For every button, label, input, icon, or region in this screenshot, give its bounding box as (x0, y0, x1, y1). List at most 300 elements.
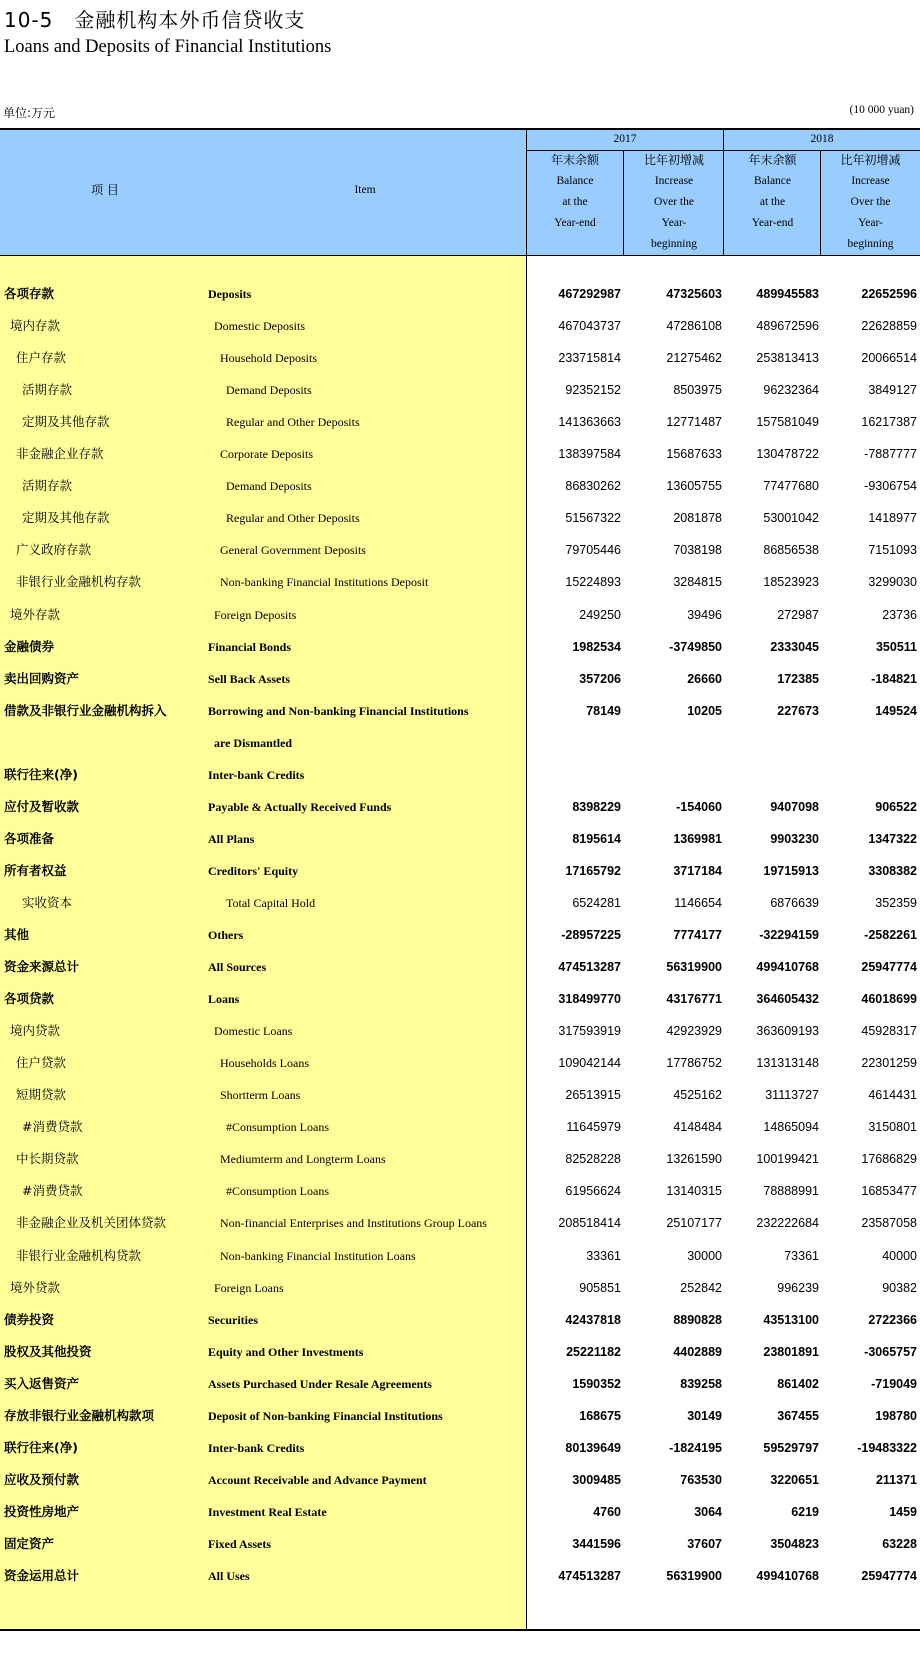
row-label-en: Non-financial Enterprises and Institutions Group Loans (220, 1216, 487, 1231)
header-item-cn: 项 目 (91, 183, 119, 197)
table-row (0, 1272, 920, 1304)
table-row (0, 1432, 920, 1464)
value-2017-balance: 4760 (593, 1504, 621, 1519)
value-2017-increase: 56319900 (666, 1569, 722, 1583)
row-label-en: Assets Purchased Under Resale Agreements (208, 1376, 432, 1391)
year-divider-rule (723, 128, 724, 256)
value-2018-increase: 16217387 (861, 415, 917, 430)
row-label-cn: 广义政府存款 (16, 542, 92, 558)
row-label-cn: 各项贷款 (4, 991, 55, 1007)
value-2017-increase: 7038198 (673, 543, 722, 558)
row-label-cn: 实收资本 (22, 894, 73, 910)
value-2018-balance: 489672596 (756, 319, 819, 334)
row-label-en: Foreign Deposits (214, 607, 297, 622)
value-2018-balance: 96232364 (763, 383, 819, 398)
value-2018-increase: 906522 (875, 799, 917, 814)
value-2017-balance: 92352152 (565, 383, 621, 398)
value-2017-increase: -1824195 (669, 1440, 722, 1455)
header-2017-increase-en-3: Year- (661, 217, 687, 229)
table-row (0, 1240, 920, 1272)
value-2017-balance: 467292987 (558, 287, 621, 301)
row-label-en: Inter-bank Credits (208, 767, 305, 782)
row-label-cn: 定期及其他存款 (22, 510, 110, 526)
value-2018-increase: -184821 (871, 671, 917, 686)
row-label-en: Fixed Assets (208, 1536, 271, 1551)
header-2017-increase-en-4: beginning (651, 238, 697, 250)
value-2017-balance: 33361 (586, 1248, 621, 1263)
table-row (0, 951, 920, 983)
value-2017-increase: 1369981 (673, 831, 722, 846)
table-row (0, 823, 920, 855)
value-2018-balance: 996239 (777, 1280, 819, 1295)
value-2017-increase: 56319900 (666, 960, 722, 975)
value-2017-increase: 13605755 (666, 479, 722, 494)
row-label-en: Non-banking Financial Institutions Deposit (220, 575, 429, 590)
table-row (0, 663, 920, 695)
value-2018-balance: 3220651 (770, 1472, 819, 1487)
row-label-en: Financial Bonds (208, 639, 292, 654)
value-2018-increase: 2722366 (868, 1312, 917, 1327)
row-label-en: General Government Deposits (220, 543, 366, 558)
value-2017-balance: 208518414 (558, 1216, 621, 1231)
value-2017-balance: 86830262 (565, 479, 621, 494)
value-2017-increase: 4525162 (673, 1088, 722, 1103)
row-label-en: Payable & Actually Received Funds (208, 799, 392, 814)
row-label-en: #Consumption Loans (226, 1184, 330, 1199)
value-2018-balance: 861402 (777, 1376, 819, 1391)
value-2017-balance: 8195614 (572, 831, 621, 846)
table-row (0, 1464, 920, 1496)
row-label-cn: 境内存款 (10, 318, 61, 334)
value-2018-balance: -32294159 (759, 928, 819, 942)
value-2018-increase: -2582261 (864, 928, 917, 942)
value-2018-increase: 1459 (889, 1504, 917, 1519)
table-row (0, 599, 920, 631)
row-label-en: #Consumption Loans (226, 1120, 330, 1135)
value-2017-balance: 3009485 (572, 1472, 621, 1487)
value-2018-balance: 23801891 (763, 1344, 819, 1359)
row-label-en: Foreign Loans (214, 1280, 284, 1295)
value-2017-increase: 17786752 (666, 1056, 722, 1071)
table-row (0, 887, 920, 919)
value-2018-balance: 18523923 (763, 575, 819, 590)
value-2018-balance: 499410768 (756, 1569, 819, 1583)
value-2018-increase: 7151093 (868, 543, 917, 558)
value-2017-increase: 252842 (680, 1280, 722, 1295)
value-2017-balance: 8398229 (572, 799, 621, 814)
unit-label-english: (10 000 yuan) (849, 104, 914, 116)
value-2017-increase: 8503975 (673, 383, 722, 398)
value-2018-increase: 23736 (882, 607, 917, 622)
page-title-english: Loans and Deposits of Financial Institutions (4, 37, 332, 57)
header-item-en: Item (354, 184, 376, 196)
value-2017-increase: 8890828 (673, 1312, 722, 1327)
row-label-cn: 债券投资 (4, 1311, 55, 1327)
row-label-cn: 联行往来(净) (4, 766, 78, 782)
row-label-cn: 非金融企业及机关团体贷款 (16, 1215, 167, 1231)
row-label-cn: 非银行业金融机构存款 (16, 574, 142, 590)
header-2017-balance-en-3: Year-end (554, 217, 596, 229)
value-2018-balance: 3504823 (770, 1536, 819, 1551)
header-2018-increase-en-1: Increase (851, 175, 890, 187)
value-2017-increase: 21275462 (666, 351, 722, 366)
row-label-cn: 资金来源总计 (4, 959, 80, 975)
col-divider-2018 (820, 150, 821, 256)
value-2017-balance: 78149 (586, 703, 621, 718)
value-2018-increase: -719049 (871, 1376, 917, 1391)
row-label-en: Deposit of Non-banking Financial Institutions (208, 1408, 443, 1423)
row-label-en: Securities (208, 1312, 258, 1327)
value-2018-increase: 22301259 (861, 1056, 917, 1071)
row-label-en: Deposits (208, 287, 252, 301)
value-2018-increase: 25947774 (861, 1569, 917, 1583)
row-label-en: Mediumterm and Longterm Loans (220, 1152, 386, 1167)
value-2018-balance: 43513100 (763, 1312, 819, 1327)
table-row (0, 1336, 920, 1368)
row-label-cn: 活期存款 (22, 478, 73, 494)
value-2017-increase: 839258 (680, 1376, 722, 1391)
table-row (0, 374, 920, 406)
value-2018-balance: 232222684 (756, 1216, 819, 1231)
value-2017-balance: 6524281 (572, 895, 621, 910)
value-2017-balance: 1590352 (572, 1376, 621, 1391)
value-2017-increase: 7774177 (673, 928, 722, 942)
value-2017-balance: 11645979 (566, 1120, 621, 1135)
table-row (0, 983, 920, 1015)
row-label-en: Loans (208, 992, 240, 1007)
header-2018-increase-cn: 比年初增减 (840, 153, 901, 167)
value-2017-increase: 10205 (687, 703, 722, 718)
row-label-en: All Plans (208, 831, 255, 846)
value-2018-increase: 45928317 (861, 1024, 917, 1039)
value-2018-balance: 364605432 (756, 992, 819, 1007)
value-2018-balance: 14865094 (763, 1120, 819, 1135)
value-2017-balance: 141363663 (558, 415, 621, 430)
value-2017-increase: 47286108 (666, 319, 722, 334)
value-2017-increase: 3717184 (673, 863, 722, 878)
table-row (0, 855, 920, 887)
value-2018-balance: 9407098 (770, 799, 819, 814)
row-label-en: Domestic Loans (214, 1024, 293, 1039)
value-2017-balance: 25221182 (566, 1344, 621, 1359)
header-year-2017: 2017 (613, 133, 637, 145)
value-2018-balance: 77477680 (763, 479, 819, 494)
value-2018-balance: 6219 (791, 1504, 819, 1519)
row-label-en: Regular and Other Deposits (226, 511, 360, 526)
row-label-en: Others (208, 928, 244, 942)
value-2017-balance: 357206 (579, 671, 621, 686)
row-label-en: Total Capital Hold (226, 895, 316, 910)
header-year-2018: 2018 (810, 133, 834, 145)
header-2018-increase-en-4: beginning (847, 238, 894, 250)
value-2018-balance (724, 727, 819, 759)
table-row (0, 759, 920, 791)
value-2018-balance: 59529797 (763, 1440, 819, 1455)
value-2017-balance: 42437818 (565, 1312, 621, 1327)
value-2018-increase: -7887777 (864, 447, 917, 462)
value-2018-balance: 6876639 (770, 895, 819, 910)
header-2017-increase-en-2: Over the (654, 196, 694, 208)
value-2017-increase: 13261590 (666, 1152, 722, 1167)
row-label-cn: 卖出回购资产 (4, 670, 80, 686)
value-2017-increase (624, 759, 722, 791)
row-label-cn: 各项存款 (4, 286, 55, 301)
credit-table (0, 128, 920, 1631)
value-2017-balance: 15224893 (565, 575, 621, 590)
row-label-cn: 存放非银行业金融机构款项 (4, 1407, 155, 1423)
value-2017-balance: 138397584 (558, 447, 621, 462)
row-label-en: Sell Back Assets (208, 671, 291, 686)
row-label-en: Equity and Other Investments (208, 1344, 364, 1359)
header-2018-increase-en-3: Year- (858, 217, 883, 229)
header-2017-balance-en-1: Balance (556, 175, 594, 187)
value-2018-balance: 172385 (777, 671, 819, 686)
table-row (0, 1496, 920, 1528)
table-row (0, 919, 920, 951)
value-2018-increase: 3150801 (868, 1120, 917, 1135)
header-bottom-rule (0, 255, 920, 256)
value-2017-increase: 4402889 (673, 1344, 722, 1359)
row-label-cn: 境外存款 (10, 606, 61, 622)
value-2017-increase: 30149 (687, 1408, 722, 1423)
table-row (0, 1207, 920, 1239)
table-row (0, 502, 920, 534)
table-row (0, 1368, 920, 1400)
value-2018-increase: 352359 (875, 895, 917, 910)
row-label-en: Households Loans (220, 1056, 309, 1071)
value-2017-balance: 467043737 (558, 319, 621, 334)
table-row (0, 1528, 920, 1560)
value-2018-increase: 46018699 (861, 992, 917, 1007)
row-label-cn: 资金运用总计 (4, 1568, 80, 1583)
table-row (0, 342, 920, 374)
value-2017-increase: 30000 (687, 1248, 722, 1263)
value-2017-increase: 39496 (687, 607, 722, 622)
value-2018-increase: 198780 (875, 1408, 917, 1423)
row-label-cn: 住户存款 (16, 350, 67, 366)
header-2017-increase-cn: 比年初增减 (643, 153, 704, 167)
row-label-cn: 定期及其他存款 (22, 414, 110, 430)
row-label-cn: 应付及暂收款 (4, 798, 80, 814)
row-label-cn: 股权及其他投资 (4, 1343, 92, 1359)
value-2018-balance: 227673 (777, 703, 819, 718)
value-2017-balance: 17165792 (565, 863, 621, 878)
row-label-cn: 金融债券 (4, 638, 55, 654)
row-label-cn: 短期贷款 (16, 1087, 67, 1103)
table-row (0, 534, 920, 566)
table-row (0, 470, 920, 502)
value-2018-balance: 100199421 (756, 1152, 819, 1167)
value-2018-increase: 40000 (882, 1248, 917, 1263)
value-2017-increase: 37607 (687, 1536, 722, 1551)
table-row (0, 727, 920, 759)
value-2018-increase: -19483322 (857, 1440, 917, 1455)
value-2017-balance: 79705446 (565, 543, 621, 558)
row-label-cn: 买入返售资产 (4, 1375, 80, 1391)
row-label-cn: 中长期贷款 (16, 1151, 79, 1167)
value-2018-increase: 3299030 (868, 575, 917, 590)
header-2018-increase-en-2: Over the (850, 196, 891, 208)
value-2018-balance: 86856538 (763, 543, 819, 558)
row-label-cn: 借款及非银行业金融机构拆入 (4, 702, 167, 718)
row-label-en: are Dismantled (214, 735, 293, 750)
unit-label-chinese: 单位:万元 (3, 106, 56, 120)
row-label-cn: 活期存款 (22, 382, 73, 398)
row-label-cn: 境外贷款 (10, 1279, 61, 1295)
table-row (0, 406, 920, 438)
table-row (0, 1143, 920, 1175)
table-row (0, 1079, 920, 1111)
value-2017-balance: 905851 (579, 1280, 621, 1295)
value-2018-increase: 63228 (882, 1536, 917, 1551)
table-row (0, 1015, 920, 1047)
row-label-cn: #消费贷款 (22, 1119, 83, 1135)
row-label-en: Creditors' Equity (208, 863, 299, 878)
row-label-cn: 其他 (4, 927, 30, 942)
value-2018-balance: 489945583 (756, 287, 819, 301)
value-2018-increase: 90382 (882, 1280, 917, 1295)
value-2018-balance: 78888991 (763, 1184, 819, 1199)
value-2018-balance: 2333045 (770, 639, 819, 654)
table-row (0, 1560, 920, 1592)
value-2018-increase (821, 727, 917, 759)
row-label-en: Shortterm Loans (220, 1088, 301, 1103)
value-2017-balance: 168675 (579, 1408, 621, 1423)
row-label-en: Account Receivable and Advance Payment (208, 1472, 427, 1487)
value-2017-increase: 26660 (687, 671, 722, 686)
value-2018-balance: 367455 (777, 1408, 819, 1423)
value-2018-increase: 23587058 (861, 1216, 917, 1231)
value-2017-increase (624, 727, 722, 759)
value-2018-increase: 22628859 (861, 319, 917, 334)
value-2018-increase: 22652596 (861, 287, 917, 301)
row-label-cn: 固定资产 (4, 1535, 55, 1551)
row-label-cn: #消费贷款 (22, 1183, 83, 1199)
table-row (0, 1175, 920, 1207)
value-2018-increase: 1347322 (868, 831, 917, 846)
value-2017-balance: 317593919 (558, 1024, 621, 1039)
row-label-cn: 境内贷款 (10, 1023, 61, 1039)
value-2018-increase: 1418977 (868, 511, 917, 526)
value-2018-increase: 20066514 (861, 351, 917, 366)
value-2018-balance: 363609193 (756, 1024, 819, 1039)
table-top-rule (0, 128, 920, 130)
table-row (0, 1400, 920, 1432)
value-2017-increase: 42923929 (666, 1024, 722, 1039)
value-2018-balance: 130478722 (756, 447, 819, 462)
row-label-en: Regular and Other Deposits (226, 415, 360, 430)
row-label-cn: 所有者权益 (4, 862, 67, 878)
page-title-chinese: 10-5 金融机构本外币信贷收支 (4, 8, 306, 32)
row-label-en: Domestic Deposits (214, 319, 305, 334)
value-2017-balance: 109042144 (558, 1056, 621, 1071)
table-row (0, 1111, 920, 1143)
row-label-en: Borrowing and Non-banking Financial Institutions (208, 703, 469, 718)
header-2017-balance-en-2: at the (562, 196, 588, 208)
table-row (0, 695, 920, 727)
value-2017-balance: 51567322 (565, 511, 621, 526)
value-2018-increase: -9306754 (864, 479, 917, 494)
value-2018-balance: 131313148 (756, 1056, 819, 1071)
value-2017-increase: 4148484 (673, 1120, 722, 1135)
table-row (0, 566, 920, 598)
value-2018-increase (821, 759, 917, 791)
value-2018-balance: 157581049 (756, 415, 819, 430)
value-2017-increase: 3284815 (673, 575, 722, 590)
header-2018-balance-en-2: at the (759, 196, 786, 208)
value-2017-balance (527, 727, 621, 759)
table-row (0, 1304, 920, 1336)
value-2018-increase: -3065757 (864, 1344, 917, 1359)
value-2017-balance: -28957225 (561, 928, 621, 942)
value-2017-balance: 318499770 (558, 992, 621, 1007)
value-2017-balance: 474513287 (558, 960, 621, 975)
value-2018-increase: 25947774 (861, 960, 917, 975)
value-2017-increase: 25107177 (666, 1216, 722, 1231)
value-2017-increase: 1146654 (674, 895, 722, 910)
value-2017-increase: -3749850 (669, 639, 722, 654)
value-2018-balance: 19715913 (763, 863, 819, 878)
header-2017-balance-cn: 年末余额 (550, 153, 599, 167)
row-label-cn: 投资性房地产 (4, 1503, 80, 1519)
header-2017-increase-en-1: Increase (654, 175, 694, 187)
value-2017-balance: 233715814 (558, 351, 621, 366)
value-2018-balance: 272987 (777, 607, 819, 622)
row-label-en: Corporate Deposits (220, 447, 313, 462)
value-2017-increase: 12771487 (666, 415, 722, 430)
value-2017-increase: 13140315 (666, 1184, 722, 1199)
row-label-cn: 住户贷款 (16, 1055, 67, 1071)
header-2018-balance-cn: 年末余额 (748, 153, 797, 167)
value-2018-increase: 3849127 (868, 383, 917, 398)
value-2018-balance: 499410768 (756, 960, 819, 975)
value-2018-increase: 16853477 (861, 1184, 917, 1199)
value-2017-balance: 82528228 (565, 1152, 621, 1167)
row-label-en: Inter-bank Credits (208, 1440, 305, 1455)
table-row (0, 438, 920, 470)
row-label-cn: 应收及预付款 (4, 1471, 80, 1487)
value-2018-increase: 350511 (875, 639, 917, 654)
row-label-cn: 非银行业金融机构贷款 (16, 1247, 142, 1263)
table-row (0, 278, 920, 310)
value-2018-balance: 9903230 (770, 831, 819, 846)
value-2017-balance: 1982534 (572, 639, 621, 654)
value-2017-balance (527, 759, 621, 791)
header-2018-balance-en-1: Balance (753, 175, 792, 187)
table-row (0, 1047, 920, 1079)
value-2018-increase: 17686829 (861, 1152, 917, 1167)
row-label-cn: 各项准备 (4, 830, 55, 846)
row-label-en: Demand Deposits (226, 479, 312, 494)
value-2017-balance: 3441596 (572, 1536, 621, 1551)
table-row (0, 310, 920, 342)
row-label-en: All Uses (208, 1569, 250, 1583)
value-2017-increase: 2081878 (673, 511, 722, 526)
value-2017-increase: 43176771 (666, 992, 722, 1007)
row-label-en: Non-banking Financial Institution Loans (220, 1248, 416, 1263)
value-2018-balance: 253813413 (756, 351, 819, 366)
value-2017-increase: 47325603 (666, 287, 722, 301)
value-2018-increase: 149524 (875, 703, 917, 718)
value-2018-balance: 73361 (784, 1248, 819, 1263)
row-label-en: Demand Deposits (226, 383, 312, 398)
col-divider-2017 (623, 150, 624, 256)
row-label-en: Investment Real Estate (208, 1504, 327, 1519)
table-bottom-rule (0, 1629, 920, 1631)
value-2018-balance: 31113727 (765, 1088, 819, 1103)
row-label-en: All Sources (208, 960, 267, 975)
table-row (0, 631, 920, 663)
